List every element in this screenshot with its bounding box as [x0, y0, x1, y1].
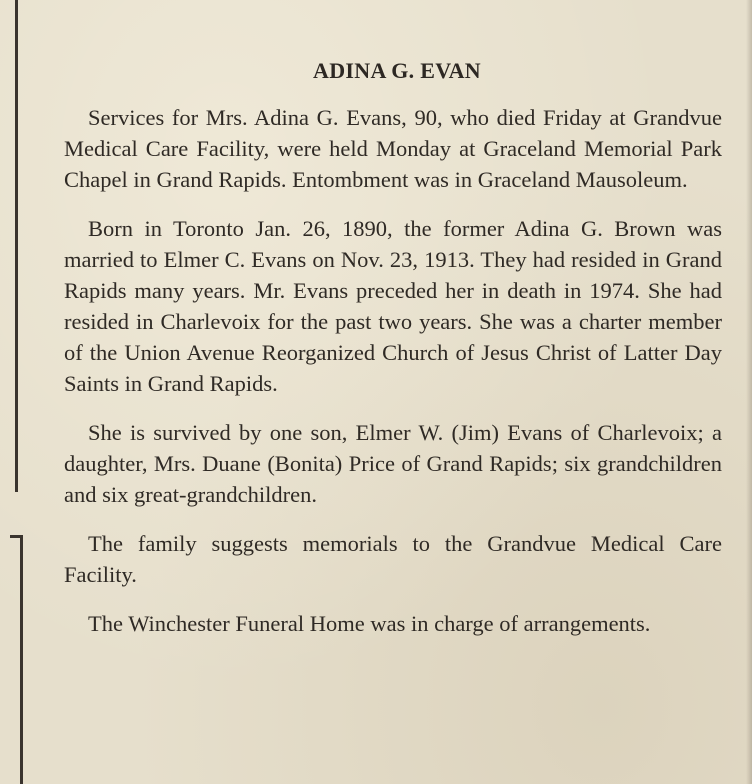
- column-rule-top: [15, 0, 18, 492]
- article-paragraph-services: Services for Mrs. Adina G. Evans, 90, who died Friday at Grandvue Medical Care Facility, were held Monday at Graceland Memorial Park Chapel in Grand Rapids. Entombment was in Graceland Mausoleum.: [64, 105, 722, 192]
- article-paragraph-biography: Born in Toronto Jan. 26, 1890, the former Adina G. Brown was married to Elmer C. Evans on Nov. 23, 1913. They had resided in Grand Rapids many years. Mr. Evans preceded her in death in 1974. She had resided in Charlevoix for the past two years. She was a charter member of the Union Avenue Reorganized Church of Jesus Christ of Latter Day Saints in Grand Rapids.: [64, 216, 722, 396]
- article-paragraph-arrangements: The Winchester Funeral Home was in charge of arrangements.: [88, 611, 651, 636]
- column-rule-bottom: [20, 535, 23, 784]
- obituary-article: [64, 58, 722, 657]
- page-edge-shadow: [746, 0, 752, 784]
- article-headline: ADINA G. EVAN: [313, 58, 481, 83]
- article-paragraph-memorials: The family suggests memorials to the Grandvue Medical Care Facility.: [64, 531, 722, 587]
- article-paragraph-survivors: She is survived by one son, Elmer W. (Jim) Evans of Charlevoix; a daughter, Mrs. Duane (Bonita) Price of Grand Rapids; six grandchildren and six great-grandchildren.: [64, 420, 722, 507]
